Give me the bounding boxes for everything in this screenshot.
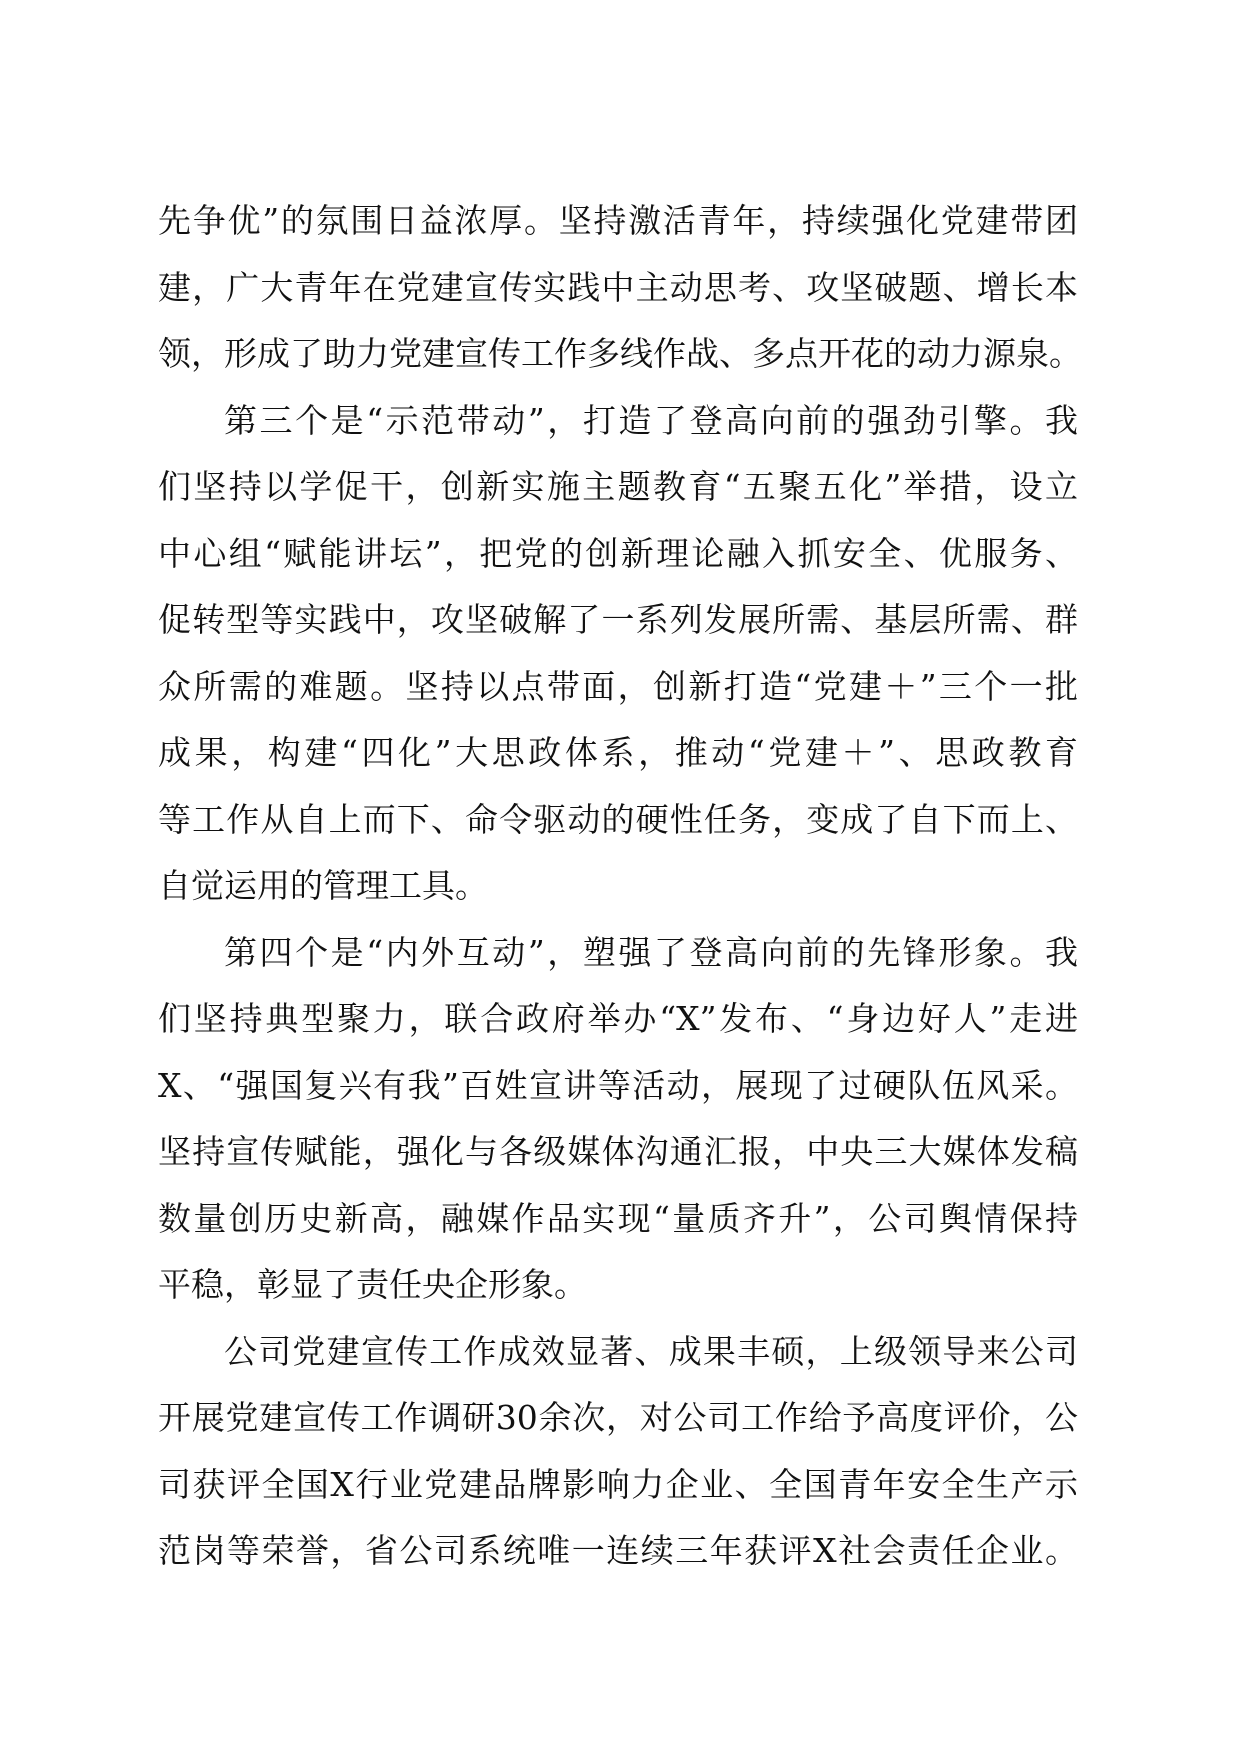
- paragraph-line: 司获评全国X行业党建品牌影响力企业、全国青年安全生产示: [158, 1464, 1078, 1504]
- paragraph-line: 第四个是“内外互动”，塑强了登高向前的先锋形象。我: [224, 932, 1078, 972]
- paragraph-line: X、“强国复兴有我”百姓宣讲等活动，展现了过硬队伍风采。: [158, 1065, 1078, 1105]
- paragraph-line: 领，形成了助力党建宣传工作多线作战、多点开花的动力源泉。: [158, 334, 1082, 373]
- paragraph-line: 自觉运用的管理工具。: [158, 866, 488, 905]
- paragraph-line: 等工作从自上而下、命令驱动的硬性任务，变成了自下而上、: [158, 799, 1078, 839]
- paragraph-line: 建，广大青年在党建宣传实践中主动思考、攻坚破题、增长本: [158, 267, 1078, 307]
- paragraph-line: 众所需的难题。坚持以点带面，创新打造“党建＋”三个一批: [158, 666, 1078, 706]
- paragraph-line: 数量创历史新高，融媒作品实现“量质齐升”，公司舆情保持: [158, 1198, 1078, 1238]
- paragraph-line: 们坚持以学促干，创新实施主题教育“五聚五化”举措，设立: [158, 467, 1078, 506]
- paragraph-line: 开展党建宣传工作调研30余次，对公司工作给予高度评价，公: [158, 1398, 1078, 1437]
- paragraph-line: 促转型等实践中，攻坚破解了一系列发展所需、基层所需、群: [158, 600, 1078, 639]
- paragraph-line: 坚持宣传赋能，强化与各级媒体沟通汇报，中央三大媒体发稿: [158, 1132, 1078, 1171]
- paragraph-line: 中心组“赋能讲坛”，把党的创新理论融入抓安全、优服务、: [158, 533, 1078, 573]
- paragraph-line: 平稳，彰显了责任央企形象。: [158, 1265, 587, 1304]
- paragraph-1: [158, 188, 1082, 388]
- paragraph-2: [158, 388, 1078, 920]
- paragraph-3: [158, 920, 1078, 1319]
- paragraph-line: 先争优”的氛围日益浓厚。坚持激活青年，持续强化党建带团: [158, 201, 1078, 240]
- paragraph-line: 公司党建宣传工作成效显著、成果丰硕，上级领导来公司: [224, 1331, 1078, 1371]
- paragraph-4: [158, 1319, 1078, 1585]
- paragraph-line: 范岗等荣誉，省公司系统唯一连续三年获评X社会责任企业。: [158, 1531, 1078, 1570]
- document-body: [158, 188, 1082, 1585]
- paragraph-line: 们坚持典型聚力，联合政府举办“X”发布、“身边好人”走进: [158, 999, 1078, 1038]
- paragraph-line: 第三个是“示范带动”，打造了登高向前的强劲引擎。我: [224, 400, 1078, 440]
- paragraph-line: 成果，构建“四化”大思政体系，推动“党建＋”、思政教育: [158, 733, 1078, 772]
